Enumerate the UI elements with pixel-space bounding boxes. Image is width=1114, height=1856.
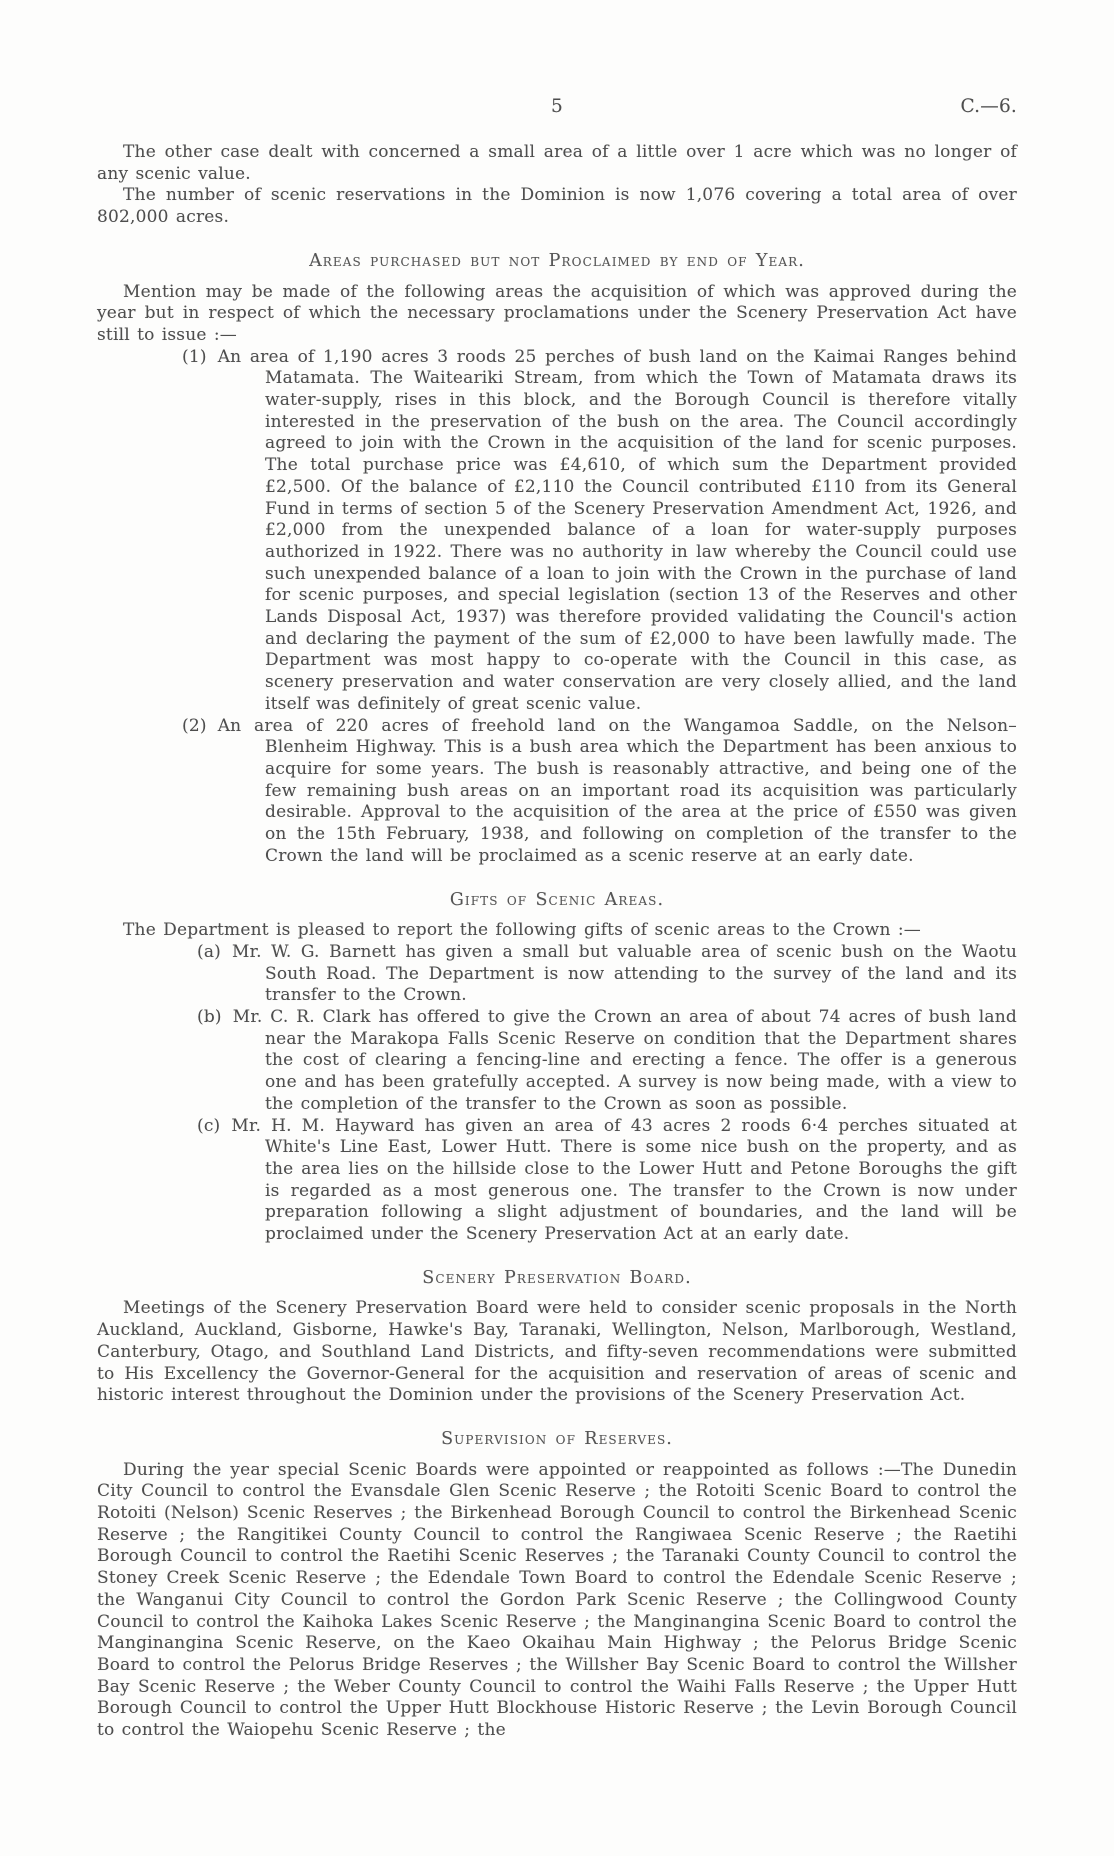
list-item-gift-c	[97, 1116, 1017, 1246]
paragraph-gifts-intro: The Department is pleased to report the following gifts of scenic areas to the Crown :—	[123, 920, 921, 941]
list-marker: (a)	[197, 941, 221, 962]
page-number: 5	[551, 96, 563, 117]
list-item-text: Mr. H. M. Hayward has given an area of 43 acres 2 roods 6·4 perches situated at White's Line East, Lower Hutt. There is some nice bush on the property, and as the area lies on the hillside close to the Lower Hutt and Petone Boroughs the gift is regarded as a most generous one. The transfer to the Crown is now under preparation following a slight adjustment of boundaries, and the land will be proclaimed under the Scenery Preservation Act at an early date.	[231, 1115, 1017, 1245]
list-item-text: Mr. C. R. Clark has offered to give the Crown an area of about 74 acres of bush land near the Marakopa Falls Scenic Reserve on condition that the Department shares the cost of clearing a fencing-line and erecting a fence. The offer is a generous one and has been gratefully accepted. A survey is now being made, with a view to the completion of the transfer to the Crown as soon as possible.	[232, 1007, 1017, 1114]
list-item-gift-b	[97, 1007, 1017, 1116]
list-marker: (b)	[197, 1007, 222, 1028]
paragraph-supervision: During the year special Scenic Boards were appointed or reappointed as follows :—The Dunedin City Council to control the Evansdale Glen Scenic Reserve ; the Rotoiti Scenic Board to control the Rotoiti (Nelson) Scenic Reserves ; the Birkenhead Borough Council to control the Birkenhead Scenic Reserve ; the Rangitikei County Council to control the Rangiwaea Scenic Reserve ; the Raetihi Borough Council to control the Raetihi Scenic Reserves ; the Taranaki County Council to control the Stoney Creek Scenic Reserve ; the Edendale Town Board to control the Edendale Scenic Reserve ; the Wanganui City Council to control the Gordon Park Scenic Reserve ; the Collingwood County Council to control the Kaihoka Lakes Scenic Reserve ; the Manginangina Scenic Board to control the Manginangina Scenic Reserve, on the Kaeo Okaihau Main Highway ; the Pelorus Bridge Scenic Board to control the Pelorus Bridge Reserves ; the Willsher Bay Scenic Board to control the Willsher Bay Scenic Reserve ; the Weber County Council to control the Waihi Falls Reserve ; the Upper Hutt Borough Council to control the Upper Hutt Blockhouse Historic Reserve ; the Levin Borough Council to control the Waiopehu Scenic Reserve ; the	[97, 1459, 1017, 1741]
report-code: C.—6.	[960, 96, 1017, 117]
paragraph-other-case: The other case dealt with concerned a small area of a little over 1 acre which was no longer of any scenic value.	[97, 142, 1017, 184]
section-heading-board: Scenery Preservation Board.	[422, 1267, 692, 1288]
page-header	[97, 96, 1017, 122]
list-item-area-1	[97, 347, 1017, 716]
section-heading-areas-purchased: Areas purchased but not Proclaimed by end of Year.	[309, 250, 805, 271]
list-item-gift-a	[97, 942, 1017, 1007]
paragraph-board-meetings: Meetings of the Scenery Preservation Board were held to consider scenic proposals in the North Auckland, Auckland, Gisborne, Hawke's Bay, Taranaki, Wellington, Nelson, Marlborough, Westland, Canterbury, Otago, and Southland Land Districts, and fifty-seven recommendations were submitted to His Excellency the Governor-General for the acquisition and reservation of areas of scenic and historic interest throughout the Dominion under the provisions of the Scenery Preservation Act.	[97, 1298, 1017, 1406]
list-marker: (c)	[197, 1115, 221, 1136]
section-heading-supervision: Supervision of Reserves.	[441, 1428, 673, 1449]
list-marker: (1)	[182, 346, 207, 367]
paragraph-mention: Mention may be made of the following areas the acquisition of which was approved during the year but in respect of which the necessary proclamations under the Scenery Preservation Act have still to issue :—	[97, 281, 1017, 345]
list-item-area-2	[97, 716, 1017, 868]
list-marker: (2)	[182, 715, 207, 736]
paragraph-reservation-count: The number of scenic reservations in the Dominion is now 1,076 covering a total area of over 802,000 acres.	[97, 185, 1017, 228]
list-item-text: An area of 1,190 acres 3 roods 25 perches of bush land on the Kaimai Ranges behind Matamata. The Waiteariki Stream, from which the Town of Matamata draws its water-supply, rises in this block, and the Borough Council is therefore vitally interested in the preservation of the bush on the area. The Council accordingly agreed to join with the Crown in the acquisition of the land for scenic purposes. The total purchase price was £4,610, of which sum the Department provided £2,500. Of the balance of £2,110 the Council contributed £110 from its General Fund in terms of section 5 of the Scenery Preservation Amendment Act, 1926, and £2,000 from the unexpended balance of a loan for water-supply purposes authorized in 1922. There was no authority in law whereby the Council could use such unexpended balance of a loan to join with the Crown in the purchase of land for scenic purposes, and special legislation (section 13 of the Reserves and other Lands Disposal Act, 1937) was therefore provided validating the Council's action and declaring the payment of the sum of £2,000 to have been lawfully made. The Department was most happy to co-operate with the Council in this case, as scenery preservation and water conservation are very closely allied, and the land itself was definitely of great scenic value.	[217, 346, 1017, 714]
list-item-text: An area of 220 acres of freehold land on the Wangamoa Saddle, on the Nelson–Blenheim Highway. This is a bush area which the Department has been anxious to acquire for some years. The bush is reasonably attractive, and being one of the few remaining bush areas on an important road its acquisition was particularly desirable. Approval to the acquisition of the area at the price of £550 was given on the 15th February, 1938, and following on completion of the transfer to the Crown the land will be proclaimed as a scenic reserve at an early date.	[217, 715, 1017, 866]
list-item-text: Mr. W. G. Barnett has given a small but valuable area of scenic bush on the Waotu South Road. The Department is now attending to the survey of the land and its transfer to the Crown.	[232, 941, 1017, 1006]
section-heading-gifts: Gifts of Scenic Areas.	[449, 889, 665, 910]
